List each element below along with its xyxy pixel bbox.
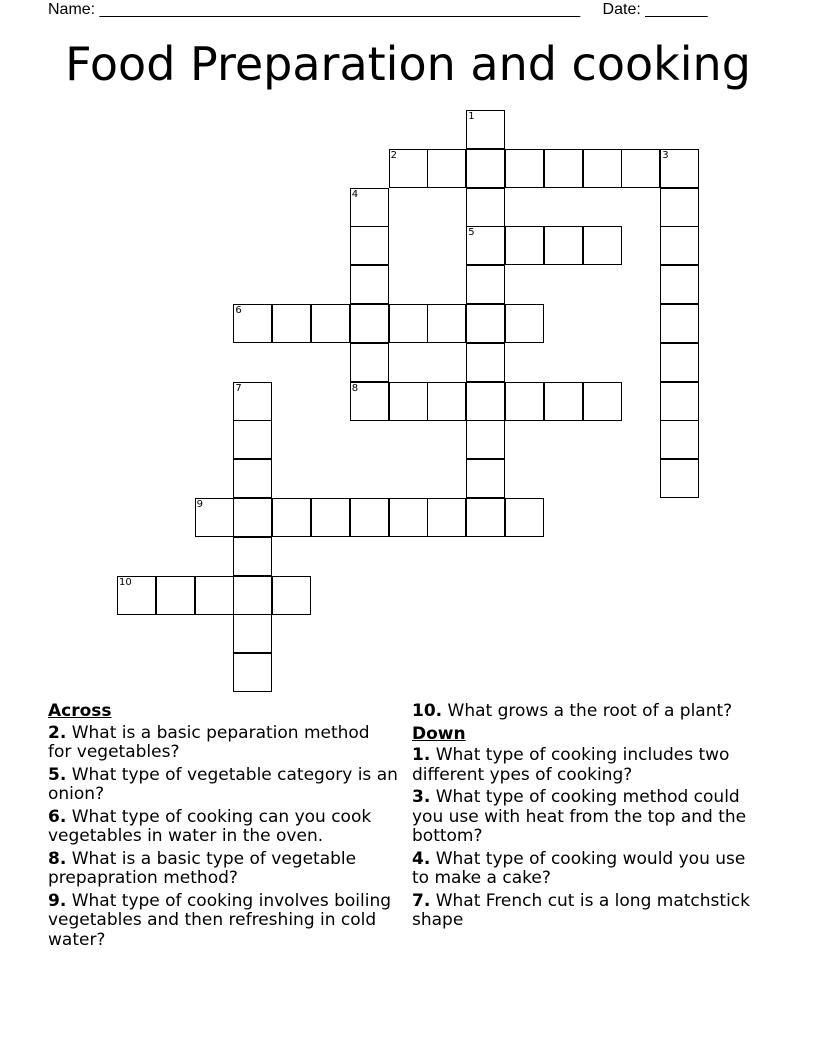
crossword-cell[interactable] <box>583 149 622 188</box>
clue-text: What type of vegetable category is an onion? <box>48 764 398 804</box>
crossword-cell[interactable] <box>466 420 505 459</box>
crossword-cell[interactable] <box>466 110 505 149</box>
crossword-cell[interactable] <box>233 498 272 537</box>
crossword-cell[interactable] <box>233 304 272 343</box>
cell-number: 10 <box>119 576 132 588</box>
crossword-cell[interactable] <box>427 498 466 537</box>
crossword-cell[interactable] <box>466 459 505 498</box>
crossword-cell[interactable] <box>505 226 544 265</box>
crossword-cell[interactable] <box>466 188 505 227</box>
across-clue <box>48 808 398 847</box>
crossword-cell[interactable] <box>466 343 505 382</box>
crossword-cell[interactable] <box>427 382 466 421</box>
date-field-label[interactable]: Date: _______ <box>602 1 708 18</box>
cell-number: 3 <box>662 149 669 161</box>
crossword-cell[interactable] <box>660 149 699 188</box>
crossword-cell[interactable] <box>156 576 195 615</box>
crossword-cell[interactable] <box>350 265 389 304</box>
crossword-cell[interactable] <box>233 459 272 498</box>
crossword-cell[interactable] <box>350 498 389 537</box>
crossword-cell[interactable] <box>233 576 272 615</box>
crossword-cell[interactable] <box>505 382 544 421</box>
crossword-cell[interactable] <box>350 343 389 382</box>
crossword-cell[interactable] <box>272 304 311 343</box>
down-heading: Down <box>412 723 466 744</box>
clue-number: 9. <box>48 890 67 911</box>
cell-number: 5 <box>468 227 475 239</box>
crossword-cell[interactable] <box>505 304 544 343</box>
crossword-cell[interactable] <box>350 382 389 421</box>
across-clue <box>412 702 762 722</box>
clue-number: 3. <box>412 787 431 807</box>
cell-number: 4 <box>351 188 359 200</box>
crossword-cell[interactable] <box>621 149 660 188</box>
cell-number: 9 <box>196 499 203 510</box>
crossword-cell[interactable] <box>195 576 234 615</box>
clue-number: 2. <box>48 722 67 743</box>
crossword-cell[interactable] <box>466 265 505 304</box>
down-clue <box>412 788 762 847</box>
clue-text: What type of cooking includes two different ypes of cooking? <box>412 745 730 785</box>
clue-number: 7. <box>412 890 431 911</box>
name-field-label[interactable]: Name: ______________________________________________________ <box>48 1 581 18</box>
crossword-cell[interactable] <box>233 382 272 421</box>
crossword-cell[interactable] <box>117 576 156 615</box>
crossword-cell[interactable] <box>195 498 234 537</box>
clue-number: 4. <box>412 848 431 869</box>
clues-left-column <box>48 702 398 953</box>
cell-number: 2 <box>390 149 397 161</box>
clue-number: 5. <box>48 764 67 785</box>
crossword-cell[interactable] <box>427 149 466 188</box>
crossword-cell[interactable] <box>660 420 699 459</box>
crossword-cell[interactable] <box>660 226 699 265</box>
page-title: Food Preparation and cooking <box>65 37 751 91</box>
clue-number: 10. <box>412 701 443 721</box>
crossword-cell[interactable] <box>350 304 389 343</box>
crossword-cell[interactable] <box>466 498 505 537</box>
crossword-cell[interactable] <box>350 188 389 227</box>
crossword-cell[interactable] <box>272 576 311 615</box>
crossword-cell[interactable] <box>660 188 699 227</box>
clue-text: What type of cooking would you use to make a cake? <box>412 848 746 888</box>
clues-right-column <box>412 702 762 934</box>
crossword-cell[interactable] <box>389 304 428 343</box>
clue-text: What French cut is a long matchstick shape <box>412 890 750 930</box>
down-clue <box>412 746 762 785</box>
down-clue <box>412 850 762 889</box>
down-clue <box>412 892 762 931</box>
crossword-cell[interactable] <box>233 420 272 459</box>
across-clue <box>48 766 398 805</box>
clue-number: 8. <box>48 848 67 869</box>
clue-number: 1. <box>412 745 431 765</box>
crossword-cell[interactable] <box>544 382 583 421</box>
crossword-cell[interactable] <box>389 149 428 188</box>
crossword-cell[interactable] <box>233 614 272 653</box>
crossword-cell[interactable] <box>544 226 583 265</box>
across-clue <box>48 850 398 889</box>
cell-number: 7 <box>235 382 242 394</box>
clue-text: What type of cooking involves boiling vegetables and then refreshing in cold water? <box>48 890 392 950</box>
across-heading: Across <box>48 701 112 721</box>
clue-text: What type of cooking can you cook vegetables in water in the oven. <box>48 806 372 846</box>
crossword-cell[interactable] <box>466 304 505 343</box>
crossword-cell[interactable] <box>466 226 505 265</box>
crossword-cell[interactable] <box>583 226 622 265</box>
crossword-cell[interactable] <box>272 498 311 537</box>
crossword-cell[interactable] <box>466 382 505 421</box>
crossword-cell[interactable] <box>544 149 583 188</box>
crossword-cell[interactable] <box>505 149 544 188</box>
cell-number: 8 <box>351 382 359 394</box>
crossword-cell[interactable] <box>389 382 428 421</box>
crossword-cell[interactable] <box>233 653 272 692</box>
crossword-cell[interactable] <box>233 537 272 576</box>
crossword-cell[interactable] <box>660 382 699 421</box>
crossword-cell[interactable] <box>311 304 350 343</box>
crossword-cell[interactable] <box>660 304 699 343</box>
clue-text: What grows a the root of a plant? <box>447 701 733 721</box>
crossword-cell[interactable] <box>660 459 699 498</box>
crossword-cell[interactable] <box>311 498 350 537</box>
across-clue <box>48 724 398 763</box>
cell-number: 6 <box>235 305 242 316</box>
across-clue <box>48 892 398 951</box>
crossword-cell[interactable] <box>660 343 699 382</box>
crossword-cell[interactable] <box>350 226 389 265</box>
crossword-cell[interactable] <box>427 304 466 343</box>
crossword-cell[interactable] <box>389 498 428 537</box>
crossword-cell[interactable] <box>466 149 505 188</box>
clue-text: What is a basic peparation method for vegetables? <box>48 722 370 762</box>
clue-text: What type of cooking method could you use with heat from the top and the bottom? <box>412 787 747 846</box>
crossword-cell[interactable] <box>660 265 699 304</box>
crossword-cell[interactable] <box>505 498 544 537</box>
clue-text: What is a basic type of vegetable prepapration method? <box>48 848 357 888</box>
crossword-cell[interactable] <box>583 382 622 421</box>
cell-number: 1 <box>468 111 475 122</box>
clue-number: 6. <box>48 806 67 827</box>
